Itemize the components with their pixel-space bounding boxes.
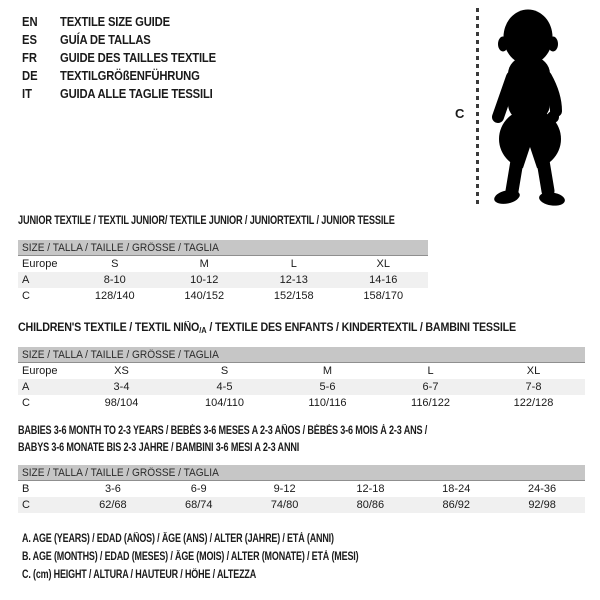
row-label: C — [22, 499, 30, 511]
cell: 9-12 — [273, 483, 296, 495]
table-row — [18, 481, 585, 497]
cell: 62/68 — [99, 499, 127, 511]
note-b: B. AGE (MONTHS) / EDAD (MESES) / ÂGE (MOIS) / ALTER (MONATE) / ETÀ (MESI) — [22, 551, 359, 563]
row-label: Europe — [22, 365, 58, 377]
cell: XS — [114, 365, 129, 377]
children-title-text: / TEXTILE DES ENFANTS / KINDERTEXTIL / BAMBINI TESSILE — [206, 322, 516, 334]
cell: M — [322, 365, 333, 377]
table-row — [18, 497, 585, 513]
cell: 12-13 — [279, 274, 308, 286]
cell: 140/152 — [184, 290, 225, 302]
junior-table-title: JUNIOR TEXTILE / TEXTIL JUNIOR/ TEXTILE JUNIOR / JUNIORTEXTIL / JUNIOR TESSILE — [18, 215, 395, 227]
table-row — [18, 363, 585, 379]
cell: 86/92 — [442, 499, 470, 511]
children-title-subscript: /A — [199, 326, 207, 335]
children-title-text: CHILDREN'S TEXTILE / TEXTIL NIÑO — [18, 322, 200, 334]
cell: 92/98 — [528, 499, 556, 511]
row-label: A — [22, 274, 30, 286]
table-row — [18, 272, 428, 288]
cell: 7-8 — [525, 381, 542, 393]
lang-title: TEXTILE SIZE GUIDE — [60, 15, 170, 29]
legend-notes — [22, 533, 453, 587]
cell: 158/170 — [363, 290, 404, 302]
cell: 104/110 — [205, 397, 244, 409]
lang-code: EN — [22, 15, 38, 29]
cell: 14-16 — [369, 274, 398, 286]
cell: 8-10 — [103, 274, 126, 286]
toddler-silhouette — [482, 5, 578, 209]
cell: S — [111, 258, 119, 270]
cell: 122/128 — [513, 397, 554, 409]
size-header-text: SIZE / TALLA / TAILLE / GRÖSSE / TAGLIA — [22, 467, 219, 479]
lang-code: ES — [22, 33, 38, 47]
row-label: C — [22, 290, 30, 302]
lang-row-fr — [22, 49, 233, 67]
children-table-title — [18, 322, 516, 335]
row-label: A — [22, 381, 30, 393]
cell: XL — [526, 365, 541, 377]
babies-title-line2: BABYS 3-6 MONATE BIS 2-3 JAHRE / BAMBINI 3-6 MESI A 2-3 ANNI — [18, 442, 300, 454]
cell: 6-9 — [190, 483, 207, 495]
cell: 98/104 — [104, 397, 139, 409]
note-c: C. (cm) HEIGHT / ALTURA / HAUTEUR / HÖHE / ALTEZZA — [22, 569, 257, 581]
size-header-text: SIZE / TALLA / TAILLE / GRÖSSE / TAGLIA — [22, 242, 219, 254]
cell: S — [220, 365, 229, 377]
lang-row-en — [22, 13, 233, 31]
size-header-bar — [18, 240, 428, 256]
cell: L — [290, 258, 297, 270]
babies-table-title — [18, 423, 427, 457]
cell: XL — [376, 258, 390, 270]
lang-title: GUÍA DE TALLAS — [60, 33, 151, 47]
height-c-label: C — [455, 106, 465, 121]
lang-row-it — [22, 85, 233, 103]
cell: 10-12 — [190, 274, 219, 286]
children-size-table — [18, 347, 585, 411]
note-a: A. AGE (YEARS) / EDAD (AÑOS) / ÂGE (ANS) / ALTER (JAHRE) / ETÀ (ANNI) — [22, 533, 334, 545]
row-label: C — [22, 397, 30, 409]
height-measure-dashed-line — [476, 8, 479, 205]
lang-code: DE — [22, 69, 38, 83]
cell: 68/74 — [184, 499, 213, 511]
lang-row-es — [22, 31, 233, 49]
cell: 80/86 — [356, 499, 385, 511]
cell: 152/158 — [273, 290, 314, 302]
cell: L — [427, 365, 434, 377]
cell: 116/122 — [411, 397, 450, 409]
cell: 12-18 — [356, 483, 385, 495]
cell: 4-5 — [216, 381, 233, 393]
cell: 5-6 — [319, 381, 336, 393]
table-row — [18, 395, 585, 411]
size-header-bar — [18, 465, 585, 481]
table-row — [18, 288, 428, 304]
lang-row-de — [22, 67, 233, 85]
row-label: B — [22, 483, 30, 495]
cell: 3-4 — [113, 381, 130, 393]
lang-title: GUIDE DES TAILLES TEXTILE — [60, 51, 216, 65]
size-header-text: SIZE / TALLA / TAILLE / GRÖSSE / TAGLIA — [22, 349, 219, 361]
babies-size-table — [18, 465, 585, 513]
lang-title: GUIDA ALLE TAGLIE TESSILI — [60, 87, 213, 101]
row-label: Europe — [22, 258, 58, 270]
cell: 24-36 — [528, 483, 557, 495]
cell: 74/80 — [270, 499, 299, 511]
cell: 18-24 — [442, 483, 471, 495]
table-row — [18, 256, 428, 272]
language-title-list — [22, 13, 233, 103]
cell: 3-6 — [104, 483, 121, 495]
cell: 110/116 — [308, 397, 347, 409]
size-header-bar — [18, 347, 585, 363]
junior-size-table — [18, 240, 428, 304]
babies-title-line1: BABIES 3-6 MONTH TO 2-3 YEARS / BEBÉS 3-6 MESES A 2-3 AÑOS / BÉBÉS 3-6 MOIS À 2-3 ANS / — [18, 425, 428, 437]
table-row — [18, 379, 585, 395]
cell: M — [199, 258, 209, 270]
lang-code: IT — [22, 87, 32, 101]
cell: 6-7 — [422, 381, 439, 393]
lang-title: TEXTILGRÖßENFÜHRUNG — [60, 69, 200, 83]
cell: 128/140 — [94, 290, 135, 302]
lang-code: FR — [22, 51, 38, 65]
